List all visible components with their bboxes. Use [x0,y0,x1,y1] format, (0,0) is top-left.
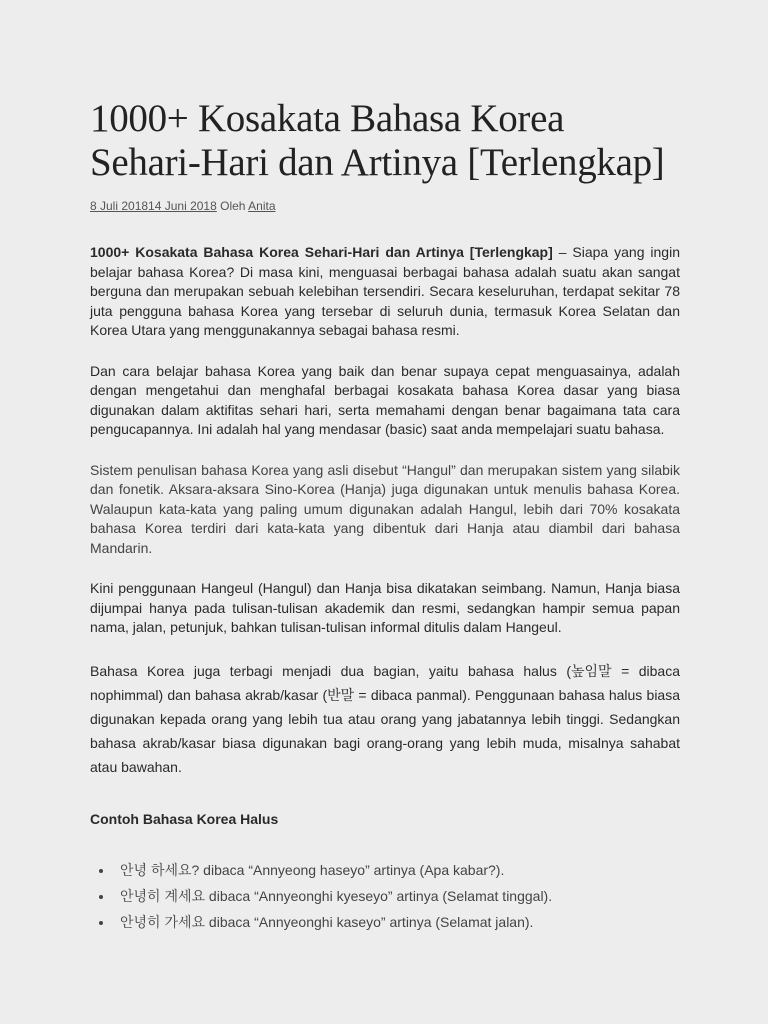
list-item: • 안녕 하세요? dibaca “Annyeong haseyo” artinya (Apa kabar?). [114,857,680,883]
paragraph: Kini penggunaan Hangeul (Hangul) dan Hanja bisa dikatakan seimbang. Namun, Hanja biasa dijumpai hanya pada tulisan-tulisan akademik dan resmi, sedangkan hampir semua papan nama, jalan, petunjuk, bahkan tulisan-tulisan informal ditulis dalam Hangeul. [90,580,680,635]
paragraph: Sistem penulisan bahasa Korea yang asli disebut “Hangul” dan merupakan sistem yang silabik dan fonetik. Aksara-aksara Sino-Korea (Hanja) juga digunakan untuk menulis bahasa Korea. Walaupun kata-kata yang paling umum digunakan adalah Hangul, lebih dari 70% kosakata bahasa Korea terdiri dari kata-kata yang dibentuk dari Hanja atau diambil dari bahasa Mandarin. [90,461,680,556]
intro-paragraph [90,243,680,341]
list-item: • 안녕히 가세요 dibaca “Annyeonghi kaseyo” artinya (Selamat jalan). [114,909,680,935]
intro-bold: 1000+ Kosakata Bahasa Korea Sehari-Hari dan Artinya [Terlengkap] [90,244,553,260]
section-heading: Contoh Bahasa Korea Halus [90,810,279,827]
example-list [90,857,680,935]
by-label: Oleh [220,199,246,213]
article [90,97,680,935]
author-link[interactable]: Anita [248,199,276,213]
page-title: 1000+ Kosakata Bahasa Korea Sehari-Hari dan Artinya [Terlengkap] [90,97,665,184]
paragraph: Dan cara belajar bahasa Korea yang baik dan benar supaya cepat menguasainya, adalah dengan mengetahui dan menghafal berbagai kosakata bahasa Korea dasar yang biasa digunakan dalam aktifitas sehari hari, serta memahami dengan benar bagaimana tata cara pengucapannya. Ini adalah hal yang mendasar (basic) saat anda mempelajari suatu bahasa. [90,362,680,437]
post-meta [90,199,680,213]
intro-text: – Siapa yang ingin belajar bahasa Korea? Di masa kini, menguasai berbagai bahasa adalah suatu akan sangat berguna dan merupakan sebuah kelebihan tersendiri. Secara keseluruhan, terdapat sekitar 78 juta pengguna bahasa Korea yang tersebar di seluruh dunia, termasuk Korea Selatan dan Korea Utara yang menggunakannya sebagai bahasa resmi. [90,244,680,338]
post-date-link[interactable]: 8 Juli 201814 Juni 2018 [90,199,217,213]
paragraph: Bahasa Korea juga terbagi menjadi dua bagian, yaitu bahasa halus (높임말 = dibaca nophimmal) dan bahasa akrab/kasar (반말 = dibaca panmal). Penggunaan bahasa halus biasa digunakan kepada orang yang lebih tua atau orang yang jabatannya lebih tinggi. Sedangkan bahasa akrab/kasar biasa digunakan bagi orang-orang yang lebih muda, misalnya sahabat atau bawahan. [90,662,680,775]
list-item: • 안녕히 계세요 dibaca “Annyeonghi kyeseyo” artinya (Selamat tinggal). [114,883,680,909]
